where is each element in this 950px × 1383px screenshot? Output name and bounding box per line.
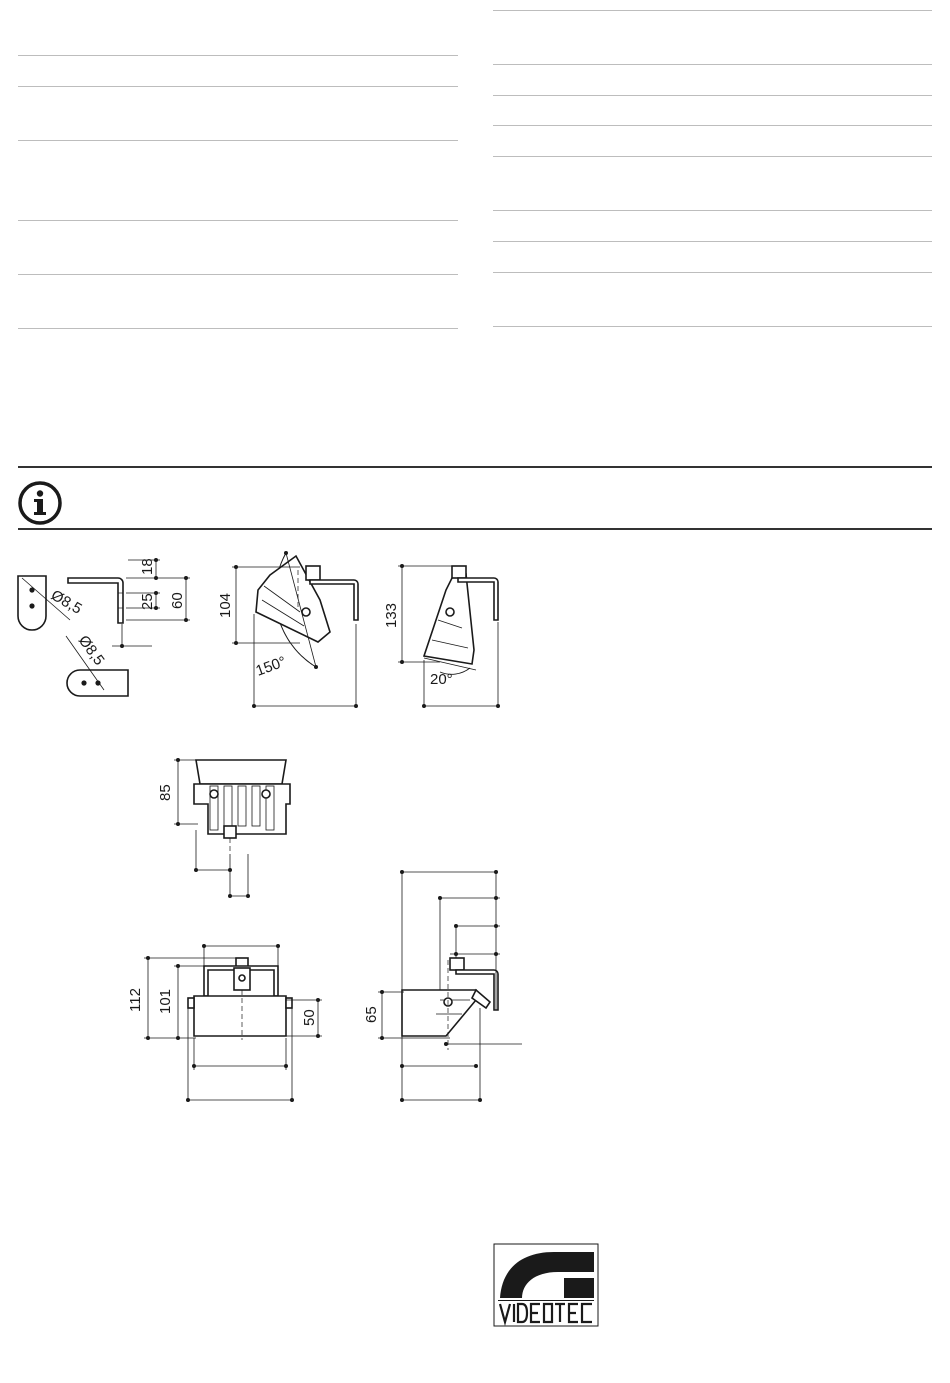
side-view2-drawing	[383, 564, 500, 708]
dim-bracket-total-height: 60	[169, 592, 186, 609]
dim-side-view-height: 104	[217, 592, 234, 618]
dim-rear-view-height: 85	[157, 784, 174, 801]
videotec-logo	[492, 1242, 600, 1328]
bracket-detail-drawing	[18, 558, 190, 696]
dim-side-view-angle: 150°	[253, 653, 289, 680]
dim-hole-diameter-side: Ø8,5	[48, 586, 85, 618]
dim-front-total-height: 112	[127, 988, 144, 1012]
dim-side-view2-angle: 20°	[430, 671, 453, 688]
profile-view-drawing	[363, 870, 522, 1102]
dim-bracket-slot-height: 25	[139, 593, 156, 610]
rear-view-drawing	[157, 758, 290, 898]
dim-hole-diameter-bottom: Ø8,5	[74, 632, 108, 669]
dim-bracket-top-height: 18	[139, 558, 156, 575]
dim-side-view2-height: 133	[383, 602, 400, 628]
side-view-drawing	[217, 551, 358, 708]
dim-profile-height: 65	[363, 1006, 380, 1023]
front-view-drawing	[127, 944, 322, 1102]
dim-front-body-height: 50	[301, 1009, 318, 1026]
dim-front-bracket-height: 101	[157, 988, 174, 1014]
